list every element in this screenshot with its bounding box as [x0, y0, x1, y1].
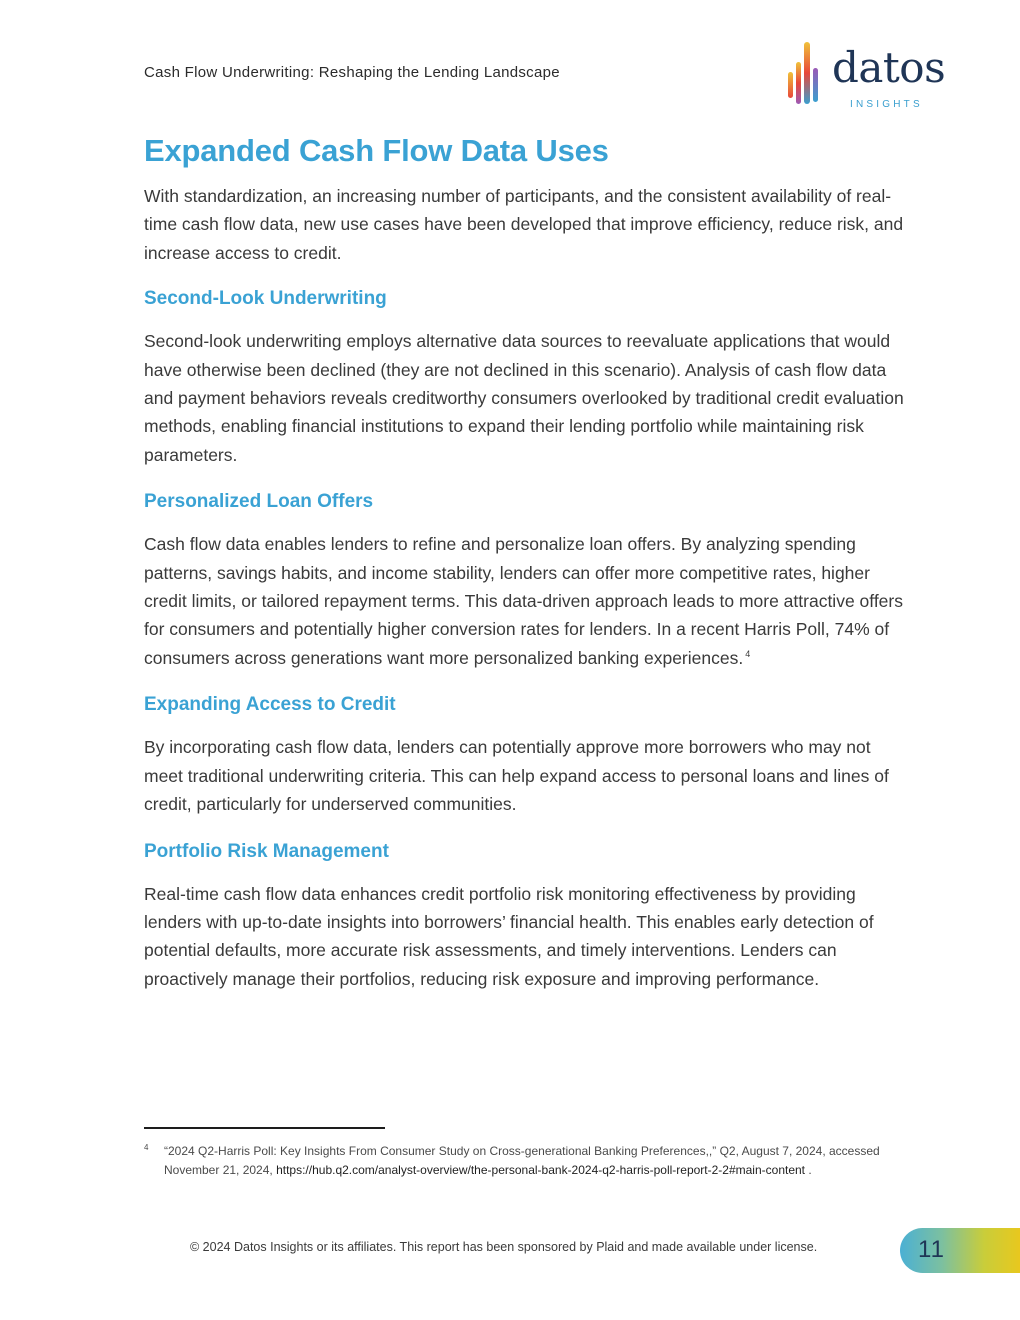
section-body-personalized-offers	[144, 530, 904, 672]
footnote-link[interactable]: https://hub.q2.com/analyst-overview/the-personal-bank-2024-q2-harris-poll-report-2-2#main-content	[276, 1162, 806, 1177]
section-body-portfolio-risk: Real-time cash flow data enhances credit portfolio risk monitoring effectiveness by providing lenders with up-to-date insights into borrowers’ financial health. This enables early detection of potential defaults, more accurate risk assessments, and timely interventions. Lenders can proactively manage their portfolios, reducing risk exposure and improving performance.	[144, 883, 874, 989]
page-number: 11	[918, 1236, 945, 1263]
datos-insights-logo	[786, 40, 946, 112]
section-heading-second-look: Second-Look Underwriting	[144, 288, 387, 310]
logo-bars-icon	[786, 40, 826, 108]
intro-paragraph: With standardization, an increasing number of participants, and the consistent availability of real-time cash flow data, new use cases have been developed that improve efficiency, reduce risk, and increase access to credit.	[144, 186, 904, 263]
footnote-trailing: .	[805, 1162, 812, 1177]
footnote	[144, 1142, 884, 1179]
page-number-badge	[900, 1228, 1020, 1273]
section-body-text: Cash flow data enables lenders to refine and personalize loan offers. By analyzing spending patterns, savings habits, and income stability, lenders can offer more competitive rates, higher credit limits, or tailored repayment terms. This data-driven approach leads to more attractive offers for consumers and potentially higher conversion rates for lenders. In a recent Harris Poll, 74% of consumers across generations want more personalized banking experiences.	[144, 534, 903, 668]
section-heading-access-to-credit: Expanding Access to Credit	[144, 694, 396, 716]
footnote-citation: “2024 Q2-Harris Poll: Key Insights From Consumer Study on Cross-generational Banking Preferences,,” Q2, August 7, 2024, accessed November 21, 2024,	[164, 1144, 880, 1177]
footnote-reference[interactable]: 4	[745, 648, 751, 659]
section-body-access-to-credit: By incorporating cash flow data, lenders can potentially approve more borrowers who may not meet traditional underwriting criteria. This can help expand access to personal loans and lines of credit, particularly for underserved communities.	[144, 737, 889, 815]
footnote-divider	[144, 1127, 385, 1129]
footnote-number: 4	[144, 1143, 149, 1152]
logo-wordmark: datos	[832, 43, 946, 92]
running-header-title: Cash Flow Underwriting: Reshaping the Lending Landscape	[144, 64, 560, 81]
logo-subtitle: INSIGHTS	[850, 99, 923, 110]
section-heading-portfolio-risk: Portfolio Risk Management	[144, 840, 389, 862]
copyright-notice: © 2024 Datos Insights or its affiliates. This report has been sponsored by Plaid and made available under license.	[190, 1240, 818, 1254]
section-heading-personalized-offers: Personalized Loan Offers	[144, 491, 374, 513]
footnote-text	[164, 1142, 884, 1179]
main-content	[144, 130, 904, 1012]
page-title: Expanded Cash Flow Data Uses	[144, 133, 609, 168]
section-body-second-look: Second-look underwriting employs alternative data sources to reevaluate applications that would have otherwise been declined (they are not declined in this scenario). Analysis of cash flow data and payment behaviors reveals creditworthy consumers overlooked by traditional credit evaluation methods, enabling financial institutions to expand their lending portfolio while maintaining risk parameters.	[144, 331, 904, 465]
